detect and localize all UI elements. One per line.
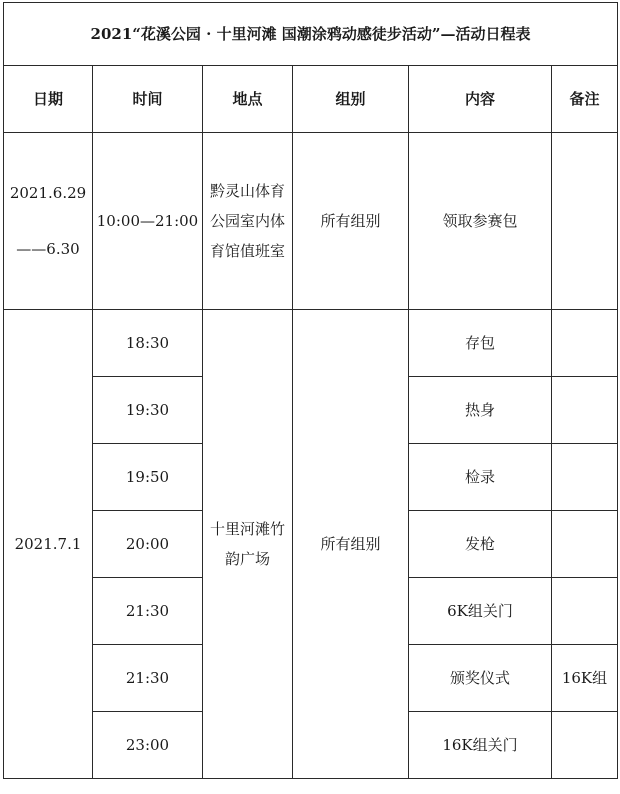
- time-cell: 19:30: [93, 377, 203, 444]
- content-cell: 存包: [409, 310, 552, 377]
- header-group: 组别: [293, 66, 409, 133]
- time-cell: 18:30: [93, 310, 203, 377]
- note-cell: [552, 511, 618, 578]
- note-cell: [552, 133, 618, 310]
- group-cell: 所有组别: [293, 310, 409, 779]
- header-date: 日期: [4, 66, 93, 133]
- content-cell: 发枪: [409, 511, 552, 578]
- date-cell: [4, 133, 93, 310]
- note-cell: [552, 578, 618, 645]
- table-row: [4, 310, 618, 377]
- time-cell: 21:30: [93, 578, 203, 645]
- note-cell: [552, 444, 618, 511]
- note-cell: 16K组: [552, 645, 618, 712]
- content-cell: 领取参赛包: [409, 133, 552, 310]
- table-row: [4, 133, 618, 310]
- time-cell: 21:30: [93, 645, 203, 712]
- time-cell: 20:00: [93, 511, 203, 578]
- date-line: 2021.6.29: [9, 184, 87, 202]
- header-note: 备注: [552, 66, 618, 133]
- schedule-table: [3, 2, 618, 779]
- time-cell: 23:00: [93, 712, 203, 779]
- location-text: 十里河滩竹韵广场: [209, 520, 285, 568]
- header-time: 时间: [93, 66, 203, 133]
- time-cell: 19:50: [93, 444, 203, 511]
- time-cell: 10:00—21:00: [93, 133, 203, 310]
- location-text: 黔灵山体育公园室内体育馆值班室: [209, 182, 285, 260]
- content-cell: 6K组关门: [409, 578, 552, 645]
- location-cell: [203, 310, 293, 779]
- header-content: 内容: [409, 66, 552, 133]
- note-cell: [552, 310, 618, 377]
- date-line: ——6.30: [16, 240, 80, 258]
- location-cell: [203, 133, 293, 310]
- header-location: 地点: [203, 66, 293, 133]
- content-cell: 检录: [409, 444, 552, 511]
- note-cell: [552, 377, 618, 444]
- content-cell: 热身: [409, 377, 552, 444]
- date-cell: 2021.7.1: [4, 310, 93, 779]
- note-cell: [552, 712, 618, 779]
- group-cell: 所有组别: [293, 133, 409, 310]
- content-cell: 16K组关门: [409, 712, 552, 779]
- content-cell: 颁奖仪式: [409, 645, 552, 712]
- header-row: [4, 66, 618, 133]
- table-title: 2021“花溪公园 · 十里河滩 国潮涂鸦动感徒步活动”—活动日程表: [4, 3, 618, 66]
